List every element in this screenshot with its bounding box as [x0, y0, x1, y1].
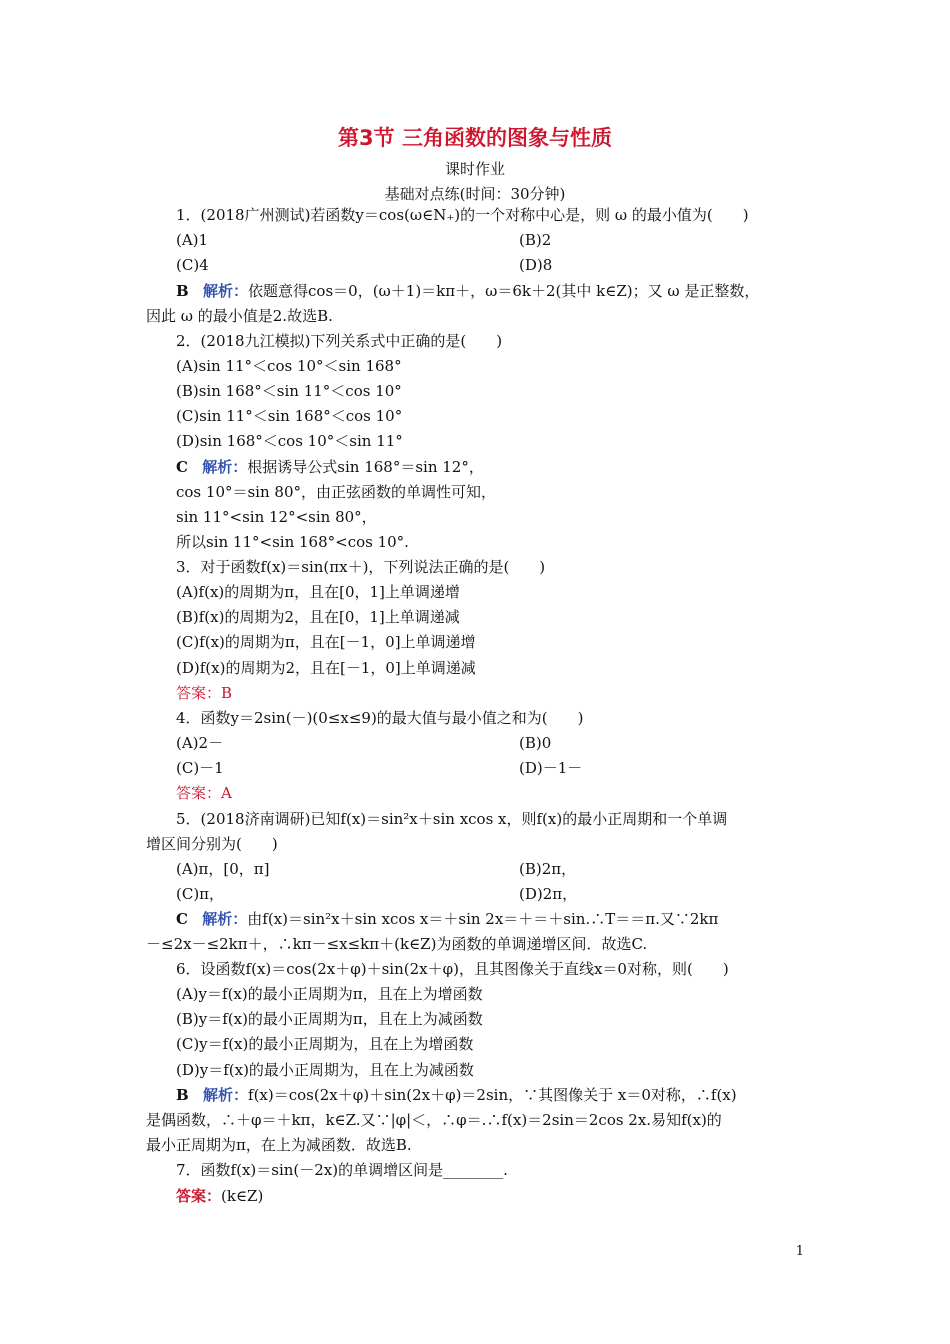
- q2-option-a: (A)sin 11°＜cos 10°＜sin 168°: [176, 357, 402, 375]
- page-number: 1: [795, 1244, 804, 1259]
- page-title: 第3节 三角函数的图象与性质: [338, 126, 612, 150]
- q6-stem: 6．设函数f(x)＝cos(2x＋φ)＋sin(2x＋φ)，且其图像关于直线x＝0对称，则( ): [176, 960, 729, 978]
- q1-solution-label: 解析：: [203, 282, 249, 300]
- q6-option-d: (D)y＝f(x)的最小正周期为，且在上为减函数: [176, 1061, 474, 1079]
- q1-stem: 1．(2018广州测试)若函数y＝cos(ω∈N₊)的一个对称中心是，则 ω 的最小值为( ): [176, 206, 749, 224]
- q1-solution-line2: 因此 ω 的最小值是2.故选B.: [146, 307, 333, 325]
- q6-solution-line1: B 解析：f(x)＝cos(2x＋φ)＋sin(2x＋φ)＝2sin，∵其图像关于 x＝0对称，∴f(x): [176, 1086, 737, 1104]
- q2-option-c: (C)sin 11°＜sin 168°＜cos 10°: [176, 407, 403, 425]
- q6-option-a: (A)y＝f(x)的最小正周期为π，且在上为增函数: [176, 985, 483, 1003]
- q7-answer: 答案：(k∈Z): [176, 1187, 264, 1205]
- q5-solution-label: 解析：: [202, 910, 248, 928]
- q7-stem: 7．函数f(x)＝sin(－2x)的单调增区间是________.: [176, 1161, 508, 1179]
- q3-option-c: (C)f(x)的周期为π，且在[－1，0]上单调递增: [176, 633, 476, 651]
- q1-options-row2: [0, 253, 950, 278]
- q1-option-b: (B)2: [519, 231, 552, 249]
- q6-option-b: (B)y＝f(x)的最小正周期为π，且在上为减函数: [176, 1010, 483, 1028]
- q5-solution-answer: C: [176, 910, 188, 928]
- q2-solution-line1: C 解析：根据诱导公式sin 168°＝sin 12°，: [176, 458, 484, 476]
- section-heading: 基础对点练(时间：30分钟): [384, 185, 566, 203]
- q2-option-d: (D)sin 168°＜cos 10°＜sin 11°: [176, 432, 403, 450]
- q1-option-a: (A)1: [176, 231, 209, 249]
- q1-options-row1: [0, 228, 950, 253]
- q6-solution-answer: B: [176, 1086, 189, 1104]
- q4-option-b: (B)0: [519, 734, 552, 752]
- q4-stem: 4．函数y＝2sin(－)(0≤x≤9)的最大值与最小值之和为( ): [176, 709, 584, 727]
- q5-stem-line2: 增区间分别为( ): [146, 835, 278, 853]
- q5-options-row1: [0, 857, 950, 882]
- q7-answer-label: 答案：: [176, 1187, 222, 1205]
- q5-stem-line1: 5．(2018济南调研)已知f(x)＝sin²x＋sin xcos x，则f(x)的最小正周期和一个单调: [176, 810, 728, 828]
- q4-options-row2: [0, 756, 950, 781]
- q2-solution-label: 解析：: [202, 458, 248, 476]
- q3-stem: 3．对于函数f(x)＝sin(πx＋)，下列说法正确的是( ): [176, 558, 546, 576]
- q2-solution-line2: cos 10°＝sin 80°，由正弦函数的单调性可知，: [176, 483, 496, 501]
- q4-answer: 答案：A: [176, 784, 232, 802]
- q4-option-c: (C)－1: [176, 759, 224, 777]
- q5-option-b: (B)2π，: [519, 860, 577, 878]
- q5-options-row2: [0, 882, 950, 907]
- q2-solution-answer: C: [176, 458, 188, 476]
- q4-options-row1: [0, 731, 950, 756]
- q4-option-a: (A)2－: [176, 734, 224, 752]
- q2-stem: 2．(2018九江模拟)下列关系式中正确的是( ): [176, 332, 503, 350]
- q3-answer: 答案：B: [176, 684, 233, 702]
- q6-solution-label: 解析：: [203, 1086, 249, 1104]
- q1-option-d: (D)8: [519, 256, 553, 274]
- q5-option-c: (C)π，: [176, 885, 225, 903]
- q2-solution-line4: 所以sin 11°<sin 168°<cos 10°.: [176, 533, 409, 551]
- q3-option-b: (B)f(x)的周期为2，且在[0，1]上单调递减: [176, 608, 460, 626]
- q4-option-d: (D)－1－: [519, 759, 583, 777]
- q5-option-a: (A)π，[0，π]: [176, 860, 270, 878]
- q6-solution-line3: 最小正周期为π，在上为减函数．故选B.: [146, 1136, 412, 1154]
- q5-solution-line2: －≤2x－≤2kπ＋，∴kπ－≤x≤kπ＋(k∈Z)为函数的单调递增区间．故选C.: [146, 935, 648, 953]
- q1-solution-line1: B 解析：依题意得cos＝0，(ω＋1)＝kπ＋，ω＝6k＋2(其中 k∈Z)；又 ω 是正整数，: [176, 282, 760, 300]
- q5-option-d: (D)2π，: [519, 885, 578, 903]
- q2-solution-line3: sin 11°<sin 12°<sin 80°，: [176, 508, 377, 526]
- q1-option-c: (C)4: [176, 256, 209, 274]
- q3-option-d: (D)f(x)的周期为2，且在[－1，0]上单调递减: [176, 659, 476, 677]
- q1-solution-answer: B: [176, 282, 189, 300]
- q6-option-c: (C)y＝f(x)的最小正周期为，且在上为增函数: [176, 1035, 474, 1053]
- q5-solution-line1: C 解析：由f(x)＝sin²x＋sin xcos x＝＋sin 2x＝＋＝＋sin.∴T＝＝π.又∵2kπ: [176, 910, 719, 928]
- page-subtitle: 课时作业: [444, 160, 505, 178]
- q6-solution-line2: 是偶函数，∴＋φ＝＋kπ，k∈Z.又∵|φ|＜，∴φ＝.∴f(x)＝2sin＝2cos 2x.易知f(x)的: [146, 1111, 722, 1129]
- q2-option-b: (B)sin 168°＜sin 11°＜cos 10°: [176, 382, 402, 400]
- q3-option-a: (A)f(x)的周期为π，且在[0，1]上单调递增: [176, 583, 460, 601]
